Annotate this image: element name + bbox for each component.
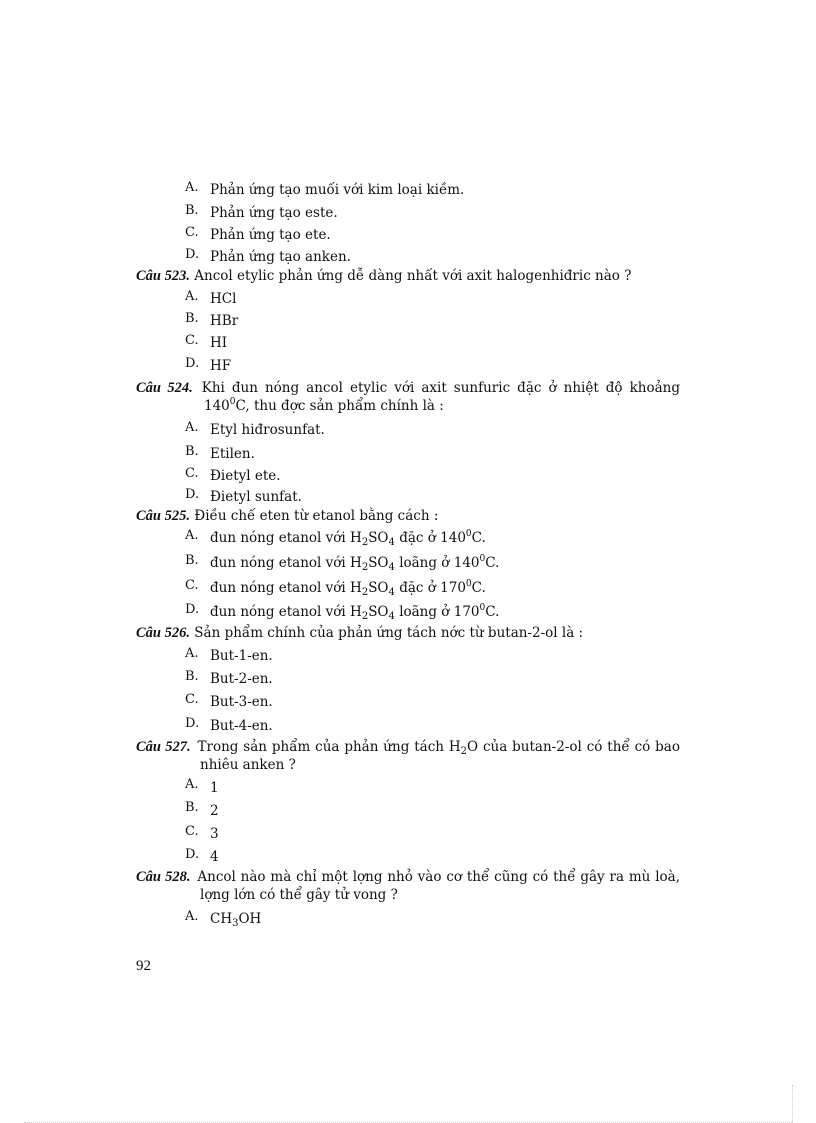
option-text: $CH_3OH$ xyxy=(210,911,262,929)
option-text: Etilen. xyxy=(210,446,255,462)
option-text: HBr xyxy=(210,313,239,329)
option-text: đun nóng etanol với $H_2SO_4$ loãng ở $140^0C$. xyxy=(210,554,500,573)
option-text: đun nóng etanol với $H_2SO_4$ đặc ở $140^0C$. xyxy=(210,529,486,548)
option-text: Etyl hiđrosunfat. xyxy=(210,422,325,438)
option-text: Đietyl sunfat. xyxy=(210,489,302,505)
option-text: Phản ứng tạo este. xyxy=(210,205,338,221)
option-letter: D. xyxy=(185,247,200,262)
option-text: But-2-en. xyxy=(210,671,273,687)
question-527 xyxy=(136,739,680,756)
option-letter: D. xyxy=(185,487,200,502)
option-letter: A. xyxy=(185,289,199,304)
option-letter: A. xyxy=(185,420,199,435)
option-letter: B. xyxy=(185,669,199,684)
option-letter: B. xyxy=(185,203,199,218)
option-letter: D. xyxy=(185,602,200,617)
option-text: Phản ứng tạo muối với kim loại kiềm. xyxy=(210,182,465,198)
question-label: Câu 523. xyxy=(136,268,190,284)
question-text: Sản phẩm chính của phản ứng tách nớc từ butan-2-ol là : xyxy=(194,625,584,641)
option-letter: C. xyxy=(185,333,199,348)
option-text: 3 xyxy=(210,826,219,842)
question-text: Trong sản phẩm của phản ứng tách $H_2O$ của butan-2-ol có thể có bao xyxy=(197,739,680,757)
page-number: 92 xyxy=(136,958,151,974)
question-527-line2: nhiêu anken ? xyxy=(200,757,296,773)
option-letter: B. xyxy=(185,553,199,568)
option-letter: A. xyxy=(185,646,199,661)
option-letter: B. xyxy=(185,800,199,815)
option-text: Đietyl ete. xyxy=(210,468,281,484)
option-letter: D. xyxy=(185,356,200,371)
option-text: đun nóng etanol với $H_2SO_4$ đặc ở $170^0C$. xyxy=(210,579,486,598)
question-523 xyxy=(136,268,631,285)
question-526 xyxy=(136,625,583,642)
option-letter: B. xyxy=(185,444,199,459)
option-letter: A. xyxy=(185,180,199,195)
option-text: 4 xyxy=(210,849,219,865)
question-524-line2: $140^0C$, thu đợc sản phẩm chính là : xyxy=(204,397,444,414)
question-text: Điều chế eten từ etanol bằng cách : xyxy=(194,508,439,524)
option-letter: D. xyxy=(185,847,200,862)
option-letter: C. xyxy=(185,225,199,240)
question-text: Ancol etylic phản ứng dễ dàng nhất với axit halogenhiđric nào ? xyxy=(194,268,632,284)
option-letter: C. xyxy=(185,824,199,839)
question-528 xyxy=(136,869,680,886)
question-524 xyxy=(136,380,680,397)
option-text: 1 xyxy=(210,780,219,796)
question-label: Câu 524. xyxy=(136,380,193,396)
question-label: Câu 525. xyxy=(136,508,190,524)
option-text: But-1-en. xyxy=(210,648,273,664)
question-label: Câu 527. xyxy=(136,739,191,755)
question-label: Câu 526. xyxy=(136,625,190,641)
question-text: Khi đun nóng ancol etylic với axit sunfuric đặc ở nhiệt độ khoảng xyxy=(201,380,680,396)
page-edge-rule xyxy=(792,1085,793,1123)
option-text: Phản ứng tạo anken. xyxy=(210,249,351,265)
option-letter: B. xyxy=(185,311,199,326)
option-letter: A. xyxy=(185,909,199,924)
option-letter: C. xyxy=(185,578,199,593)
option-letter: A. xyxy=(185,528,199,543)
option-text: But-3-en. xyxy=(210,694,273,710)
question-528-line2: lợng lớn có thể gây tử vong ? xyxy=(200,887,398,903)
option-text: HF xyxy=(210,358,232,374)
option-letter: C. xyxy=(185,466,199,481)
option-letter: D. xyxy=(185,716,200,731)
question-text: Ancol nào mà chỉ một lợng nhỏ vào cơ thể cũng có thể gây ra mù loà, xyxy=(197,869,680,885)
option-letter: C. xyxy=(185,692,199,707)
option-text: đun nóng etanol với $H_2SO_4$ loãng ở $170^0C$. xyxy=(210,603,500,622)
option-letter: A. xyxy=(185,777,199,792)
question-525 xyxy=(136,508,438,525)
option-text: HCl xyxy=(210,291,237,307)
option-text: HI xyxy=(210,335,228,351)
question-label: Câu 528. xyxy=(136,869,191,885)
option-text: Phản ứng tạo ete. xyxy=(210,227,331,243)
option-text: But-4-en. xyxy=(210,718,273,734)
option-text: 2 xyxy=(210,803,219,819)
